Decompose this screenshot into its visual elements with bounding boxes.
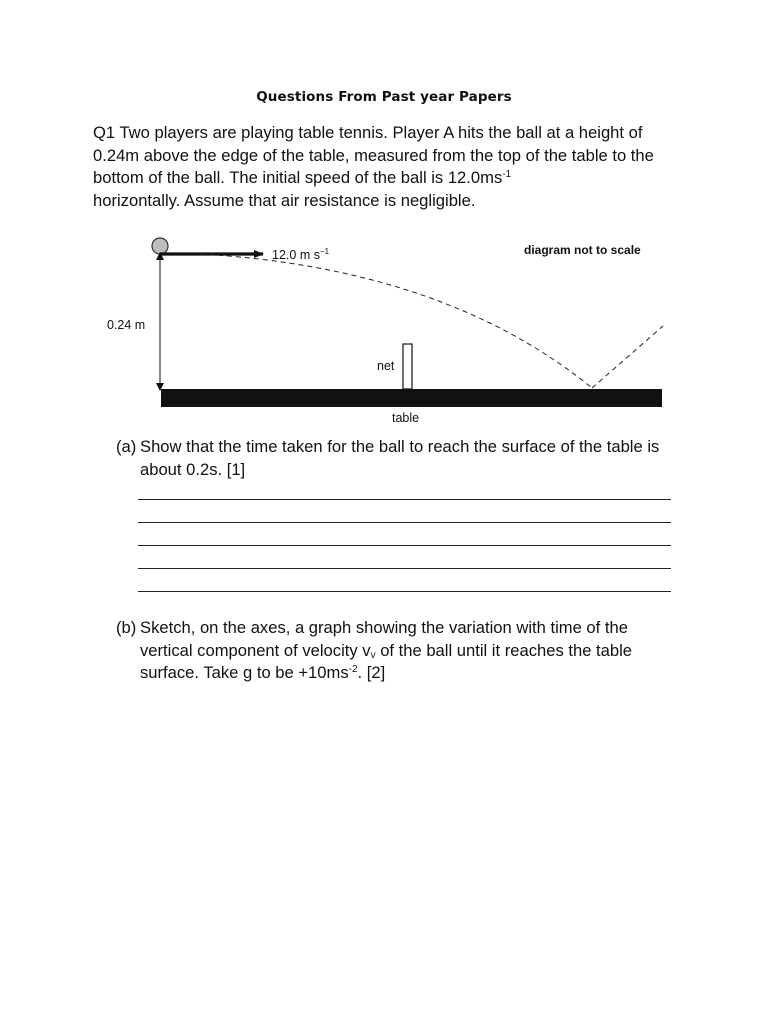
part-a: [116, 436, 681, 481]
g-exponent: -2: [348, 664, 358, 676]
part-a-text: Show that the time taken for the ball to reach the surface of the table is about 0.2s. [1]: [140, 437, 660, 479]
height-label: 0.24 m: [107, 318, 146, 332]
answer-line[interactable]: [138, 591, 671, 592]
net: [403, 344, 412, 389]
question-intro-continuation: horizontally. Assume that air resistance is negligible.: [93, 190, 476, 210]
part-b: [116, 617, 681, 685]
answer-line[interactable]: [138, 545, 671, 546]
question-intro: [93, 122, 693, 212]
part-a-label: (a): [116, 437, 137, 456]
velocity-subscript: v: [370, 649, 376, 661]
ball: [152, 238, 168, 254]
part-b-label: (b): [116, 618, 137, 637]
ball-trajectory: [200, 254, 592, 388]
speed-label: 12.0 m $s^{-1}$: [272, 247, 330, 262]
bounce-path: [592, 326, 663, 388]
unit-exponent: -1: [502, 169, 512, 181]
answer-line[interactable]: [138, 522, 671, 523]
part-b-text: Sketch, on the axes, a graph showing the variation with time of the vertical component of velocity $v_v$ of the ball until it reaches the table surface. Take g to be $+10ms^{-2}$. [2]: [140, 618, 633, 683]
table-tennis-diagram: [100, 228, 670, 428]
scale-note: diagram not to scale: [524, 243, 641, 257]
answer-line[interactable]: [138, 568, 671, 569]
table-label: table: [392, 411, 420, 425]
question-intro-text: Q1 Two players are playing table tennis. Player A hits the ball at a height of 0.24m above the edge of the table, measured from the top of the table to the bottom of the ball. The initial speed of the ball is 12.0ms: [93, 123, 654, 188]
page-title: Questions From Past year Papers: [256, 89, 512, 105]
answer-line[interactable]: [138, 499, 671, 500]
net-label: net: [377, 359, 395, 373]
question-intro-paragraph: [93, 122, 693, 190]
table-surface: [161, 389, 662, 407]
